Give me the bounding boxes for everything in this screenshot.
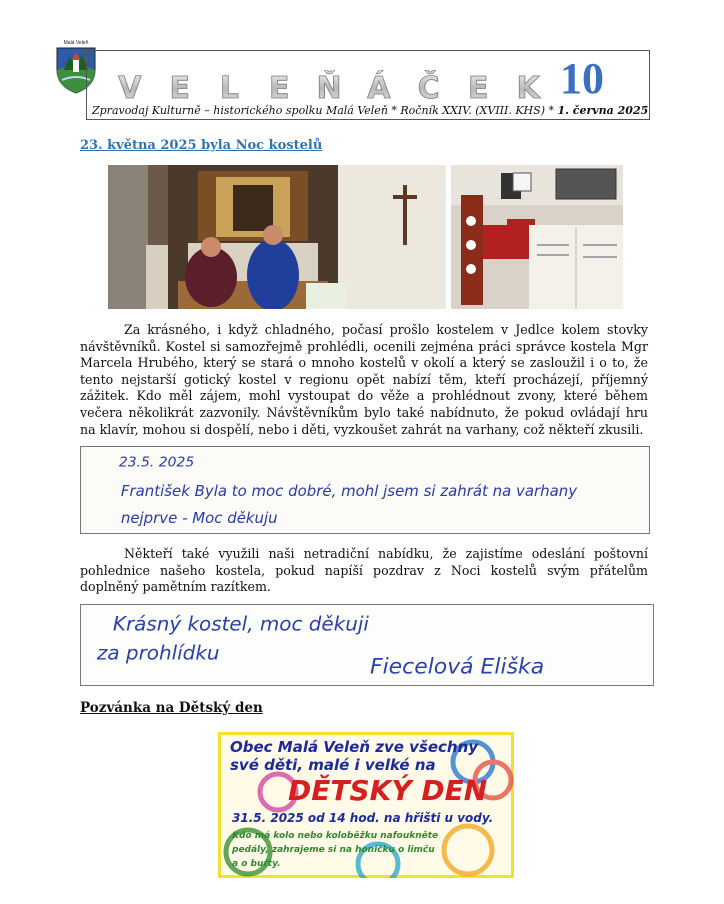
guestbook-entry-1 xyxy=(80,446,650,534)
masthead-letter: Á xyxy=(367,71,391,102)
guestbook1-line1: František Byla to moc dobré, mohl jsem si zahrát na varhany xyxy=(120,482,578,500)
guestbook2-line2: za prohlídku xyxy=(96,641,220,665)
issue-date: 1. června 2025 xyxy=(557,104,649,117)
church-interior-photo xyxy=(108,165,446,309)
masthead-letter: Ň xyxy=(316,71,342,102)
poster-line6: a o buřty. xyxy=(232,859,281,869)
crest-label: Malá Veleň xyxy=(63,40,89,46)
masthead-letter: K xyxy=(516,71,540,102)
article1-text: Za krásného, i když chladného, počasí prošlo kostelem v Jedlce kolem stovky návštěvníků. Kostel si samozřejmě prohlédli, ocenili zejména práci správce kostela Mgr Marcela Hrubého, který se stará o mnoho kostelů v okolí a který se zasloužil i o to, že tento nejstarší gotický kostel v regionu opět nabízí těm, kteří procházejí, příjemný zážitek. Kdo měl zájem, mohl vystoupat do věže a prohlédnout zvony, které během večera několikrát zazvonily. Návštěvníkům bylo také nabídnuto, že pokud ovládají hru na klavír, mohou si dospělí, nebo i děti, vyzkoušet zahrát na varhany, což někteří zkusili. xyxy=(80,322,648,437)
guestbook2-signature: Fiecelová Eliška xyxy=(369,654,545,680)
masthead-letter: L xyxy=(219,71,239,102)
subtitle-text: Zpravodaj Kulturně – historického spolku Malá Veleň * Ročník XXIV. (XVIII. KHS) * xyxy=(92,104,558,117)
poster-headline: DĚTSKÝ DEN xyxy=(288,774,488,807)
masthead-letter: E xyxy=(268,71,290,102)
article1-paragraph-2 xyxy=(80,546,648,596)
guestbook-entry-2 xyxy=(80,604,654,686)
masthead-letter: Č xyxy=(417,71,440,102)
masthead-letter: E xyxy=(169,71,190,102)
masthead-letter: V xyxy=(118,71,142,102)
article1-paragraph xyxy=(80,322,648,438)
guestbook2-text-1: Krásný kostel, moc děkuji xyxy=(112,612,369,636)
poster-date-line: 31.5. 2025 od 14 hod. na hřišti u vody. xyxy=(232,811,494,825)
issue-number: 10 xyxy=(560,54,604,103)
article-title-detsky-den: Pozvánka na Dětský den xyxy=(80,700,263,716)
masthead-letter: E xyxy=(468,71,489,102)
poster-line5: pedály, zahrajeme si na honičku o limču xyxy=(232,845,435,855)
guestbook1-line2: nejprve - Moc děkuju xyxy=(120,510,278,528)
childrens-day-poster xyxy=(218,732,514,878)
poster-line4: Kdo má kolo nebo koloběžku nafoukněte xyxy=(232,831,439,841)
article-title-noc-kostelu[interactable]: 23. května 2025 byla Noc kostelů xyxy=(80,138,323,153)
masthead-subtitle xyxy=(92,104,649,117)
poster-line1: Obec Malá Veleň zve všechny xyxy=(230,738,479,756)
article1-text-2: Někteří také využili naši netradiční nabídku, že zajistíme odeslání poštovní pohlednice našeho kostela, pokud napíší pozdrav z Noci kostelů svým přátelům doplněný pamětním razítkem. xyxy=(80,546,648,595)
masthead-title xyxy=(105,70,553,102)
poster-line2: své děti, malé i velké na xyxy=(230,756,436,774)
guestbook-exhibit-photo xyxy=(451,165,623,309)
guestbook1-date: 23.5. 2025 xyxy=(118,454,195,471)
